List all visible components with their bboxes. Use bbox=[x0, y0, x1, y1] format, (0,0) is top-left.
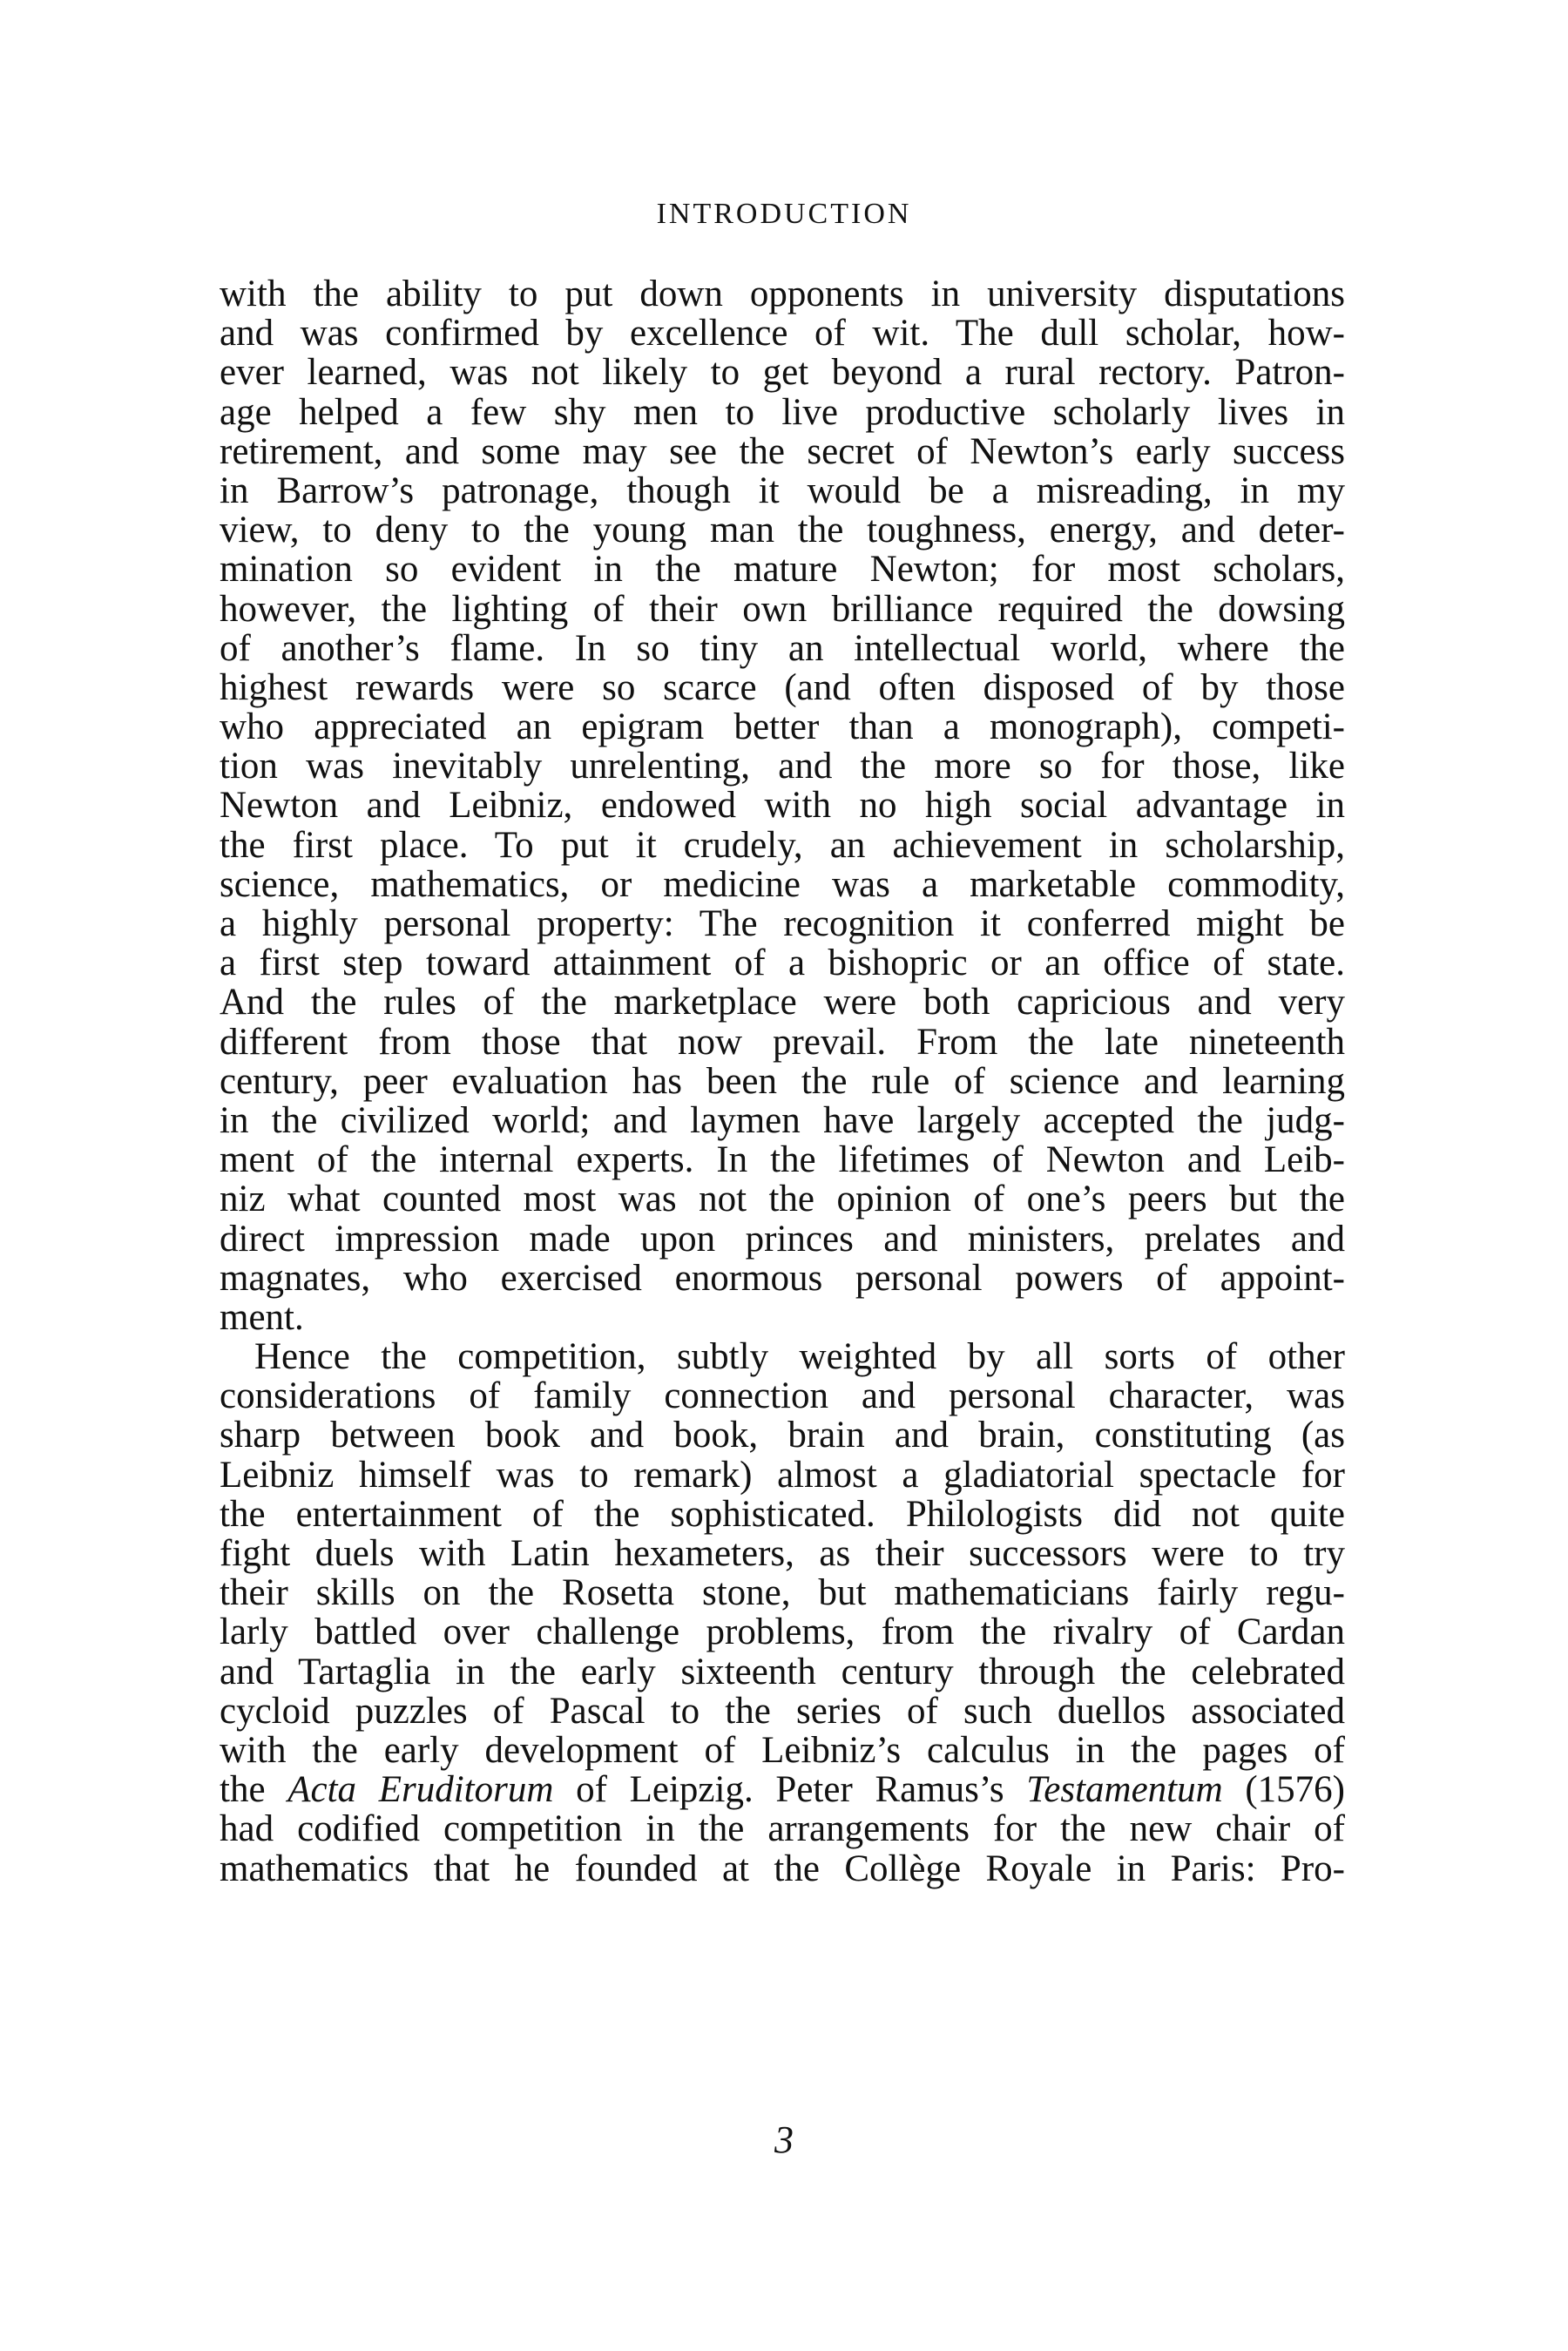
text-line: in Barrow’s patronage, though it would be a misreading, in my bbox=[220, 470, 1345, 511]
text-line: had codified competition in the arrangements for the new chair of bbox=[220, 1808, 1345, 1850]
text-line: science, mathematics, or medicine was a marketable commodity, bbox=[220, 863, 1345, 905]
text-line: cycloid puzzles of Pascal to the series of such duellos associated bbox=[220, 1690, 1345, 1732]
text-line: And the rules of the marketplace were both capricious and very bbox=[220, 982, 1345, 1023]
text-line: Newton and Leibniz, endowed with no high social advantage in bbox=[220, 785, 1345, 827]
text-line bbox=[220, 1770, 1345, 1809]
text-line: a highly personal property: The recognition it conferred might be bbox=[220, 903, 1345, 944]
text-line: mination so evident in the mature Newton; for most scholars, bbox=[220, 549, 1345, 591]
text-segment: the bbox=[220, 1769, 288, 1811]
body-text bbox=[220, 274, 1345, 1888]
page-number: 3 bbox=[774, 2118, 794, 2161]
text-line: ever learned, was not likely to get beyond a rural rectory. Patron- bbox=[220, 352, 1345, 394]
running-head: INTRODUCTION bbox=[656, 198, 912, 230]
text-line: the first place. To put it crudely, an achievement in scholarship, bbox=[220, 824, 1345, 866]
text-line: sharp between book and book, brain and brain, constituting (as bbox=[220, 1415, 1345, 1456]
text-line: of another’s flame. In so tiny an intellectual world, where the bbox=[220, 627, 1345, 669]
text-line: Leibniz himself was to remark) almost a gladiatorial spectacle for bbox=[220, 1454, 1345, 1496]
text-line: Hence the competition, subtly weighted by all sorts of other bbox=[254, 1336, 1345, 1378]
text-line: who appreciated an epigram better than a monograph), competi- bbox=[220, 706, 1345, 748]
text-line: ment. bbox=[220, 1296, 304, 1338]
italic-title: Testamentum bbox=[1026, 1769, 1223, 1811]
text-line: and was confirmed by excellence of wit. The dull scholar, how- bbox=[220, 313, 1345, 355]
paragraph bbox=[220, 1337, 1345, 1888]
text-line: tion was inevitably unrelenting, and the more so for those, like bbox=[220, 746, 1345, 787]
text-line: niz what counted most was not the opinion of one’s peers but the bbox=[220, 1179, 1345, 1220]
text-line: however, the lighting of their own brilliance required the dowsing bbox=[220, 588, 1345, 630]
text-line: mathematics that he founded at the Collège Royale in Paris: Pro- bbox=[220, 1848, 1345, 1889]
text-line: with the ability to put down opponents in university disputations bbox=[220, 274, 1345, 314]
text-line: view, to deny to the young man the toughness, energy, and deter- bbox=[220, 510, 1345, 551]
text-line: magnates, who exercised enormous personal powers of appoint- bbox=[220, 1257, 1345, 1299]
text-line: retirement, and some may see the secret of Newton’s early success bbox=[220, 430, 1345, 472]
italic-title: Acta Eruditorum bbox=[287, 1769, 554, 1811]
text-line: ment of the internal experts. In the lifetimes of Newton and Leib- bbox=[220, 1139, 1345, 1181]
text-line: age helped a few shy men to live productive scholarly lives in bbox=[220, 391, 1345, 433]
text-line: highest rewards were so scarce (and often disposed of by those bbox=[220, 666, 1345, 708]
text-line: larly battled over challenge problems, from the rivalry of Cardan bbox=[220, 1611, 1345, 1653]
text-line: century, peer evaluation has been the rule of science and learning bbox=[220, 1060, 1345, 1102]
text-line: fight duels with Latin hexameters, as their successors were to try bbox=[220, 1533, 1345, 1574]
text-line: direct impression made upon princes and ministers, prelates and bbox=[220, 1218, 1345, 1260]
text-line: with the early development of Leibniz’s calculus in the pages of bbox=[220, 1729, 1345, 1771]
text-line: the entertainment of the sophisticated. Philologists did not quite bbox=[220, 1493, 1345, 1535]
text-segment: of Leipzig. Peter Ramus’s bbox=[553, 1769, 1027, 1811]
text-line: in the civilized world; and laymen have largely accepted the judg- bbox=[220, 1099, 1345, 1141]
text-line: considerations of family connection and personal character, was bbox=[220, 1375, 1345, 1417]
text-line: a first step toward attainment of a bishopric or an office of state. bbox=[220, 942, 1345, 984]
text-line: different from those that now prevail. From the late nineteenth bbox=[220, 1021, 1345, 1063]
text-line: their skills on the Rosetta stone, but mathematicians fairly regu- bbox=[220, 1572, 1345, 1614]
text-line: and Tartaglia in the early sixteenth century through the celebrated bbox=[220, 1651, 1345, 1692]
text-segment: (1576) bbox=[1222, 1769, 1345, 1811]
paragraph bbox=[220, 274, 1345, 1337]
